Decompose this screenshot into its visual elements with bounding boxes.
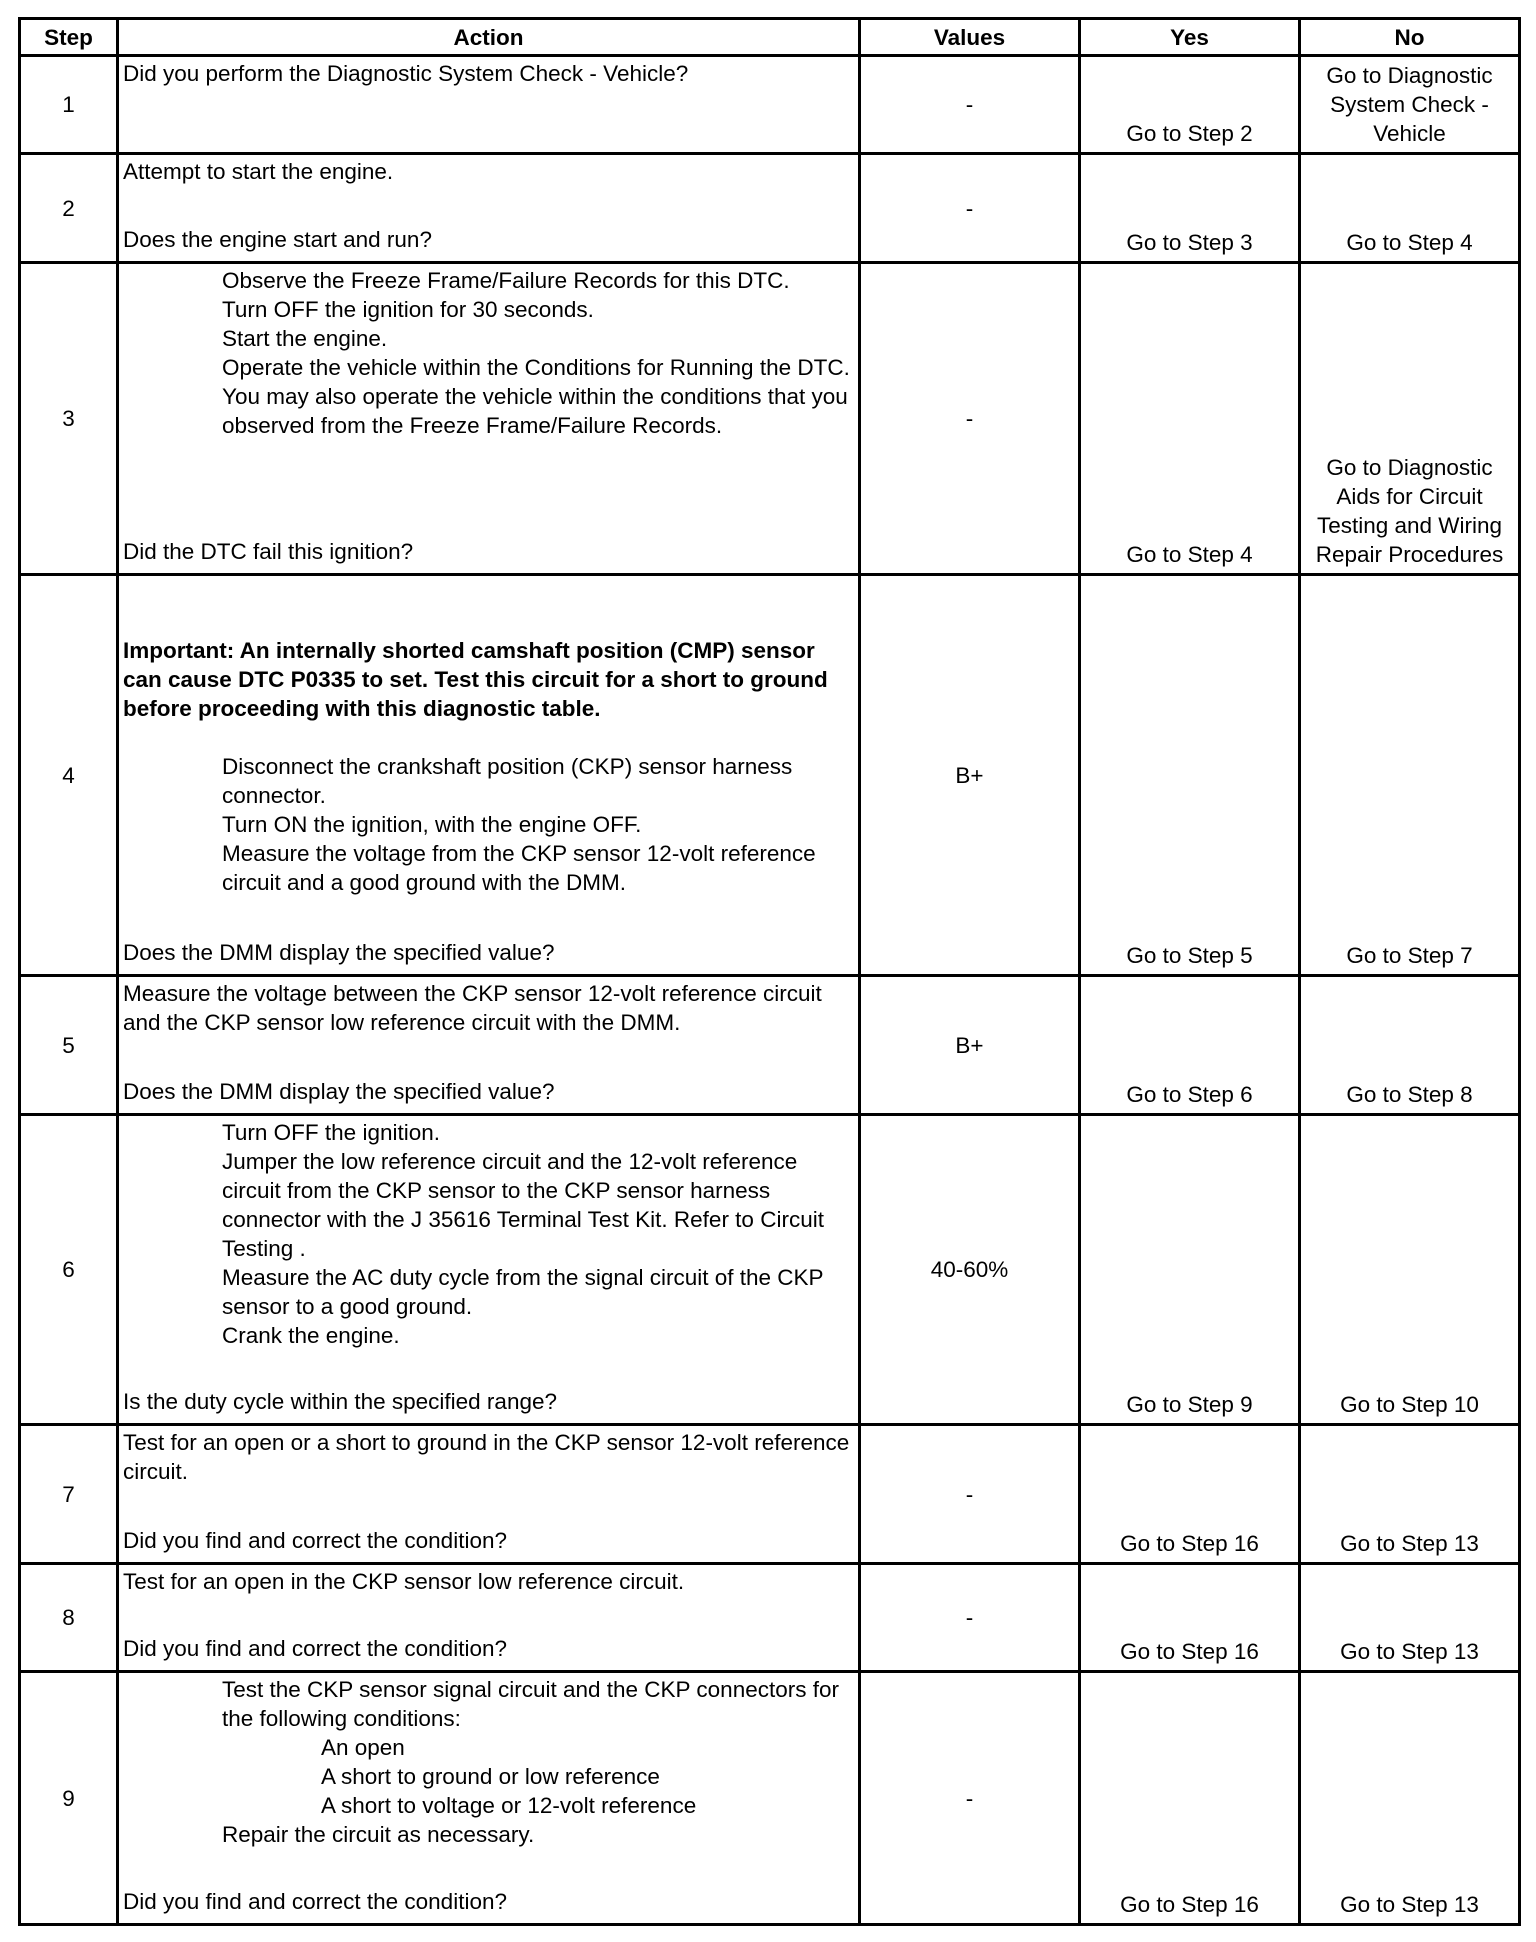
yes-cell: Go to Step 4 [1080,263,1300,575]
value-cell: B+ [860,976,1080,1115]
action-text: Did you perform the Diagnostic System Check - Vehicle? [123,61,689,86]
action-cell [118,575,860,976]
no-cell: Go to Step 13 [1300,1425,1520,1564]
value-cell: - [860,263,1080,575]
action-text: Test for an open in the CKP sensor low reference circuit. [123,1569,685,1594]
table-row [20,154,1520,263]
instruction-line: Measure the AC duty cycle from the signal circuit of the CKP sensor to a good ground. [222,1265,824,1319]
action-cell [118,976,860,1115]
yes-cell: Go to Step 9 [1080,1115,1300,1425]
instruction-line: Test the CKP sensor signal circuit and the CKP connectors for the following conditions: [222,1677,839,1731]
table-row [20,263,1520,575]
table-row [20,1672,1520,1925]
instruction-line: Measure the voltage from the CKP sensor 12-volt reference circuit and a good ground with the DMM. [222,841,816,895]
important-note: Important: An internally shorted camshaft position (CMP) sensor can cause DTC P0335 to set. Test this circuit for a short to ground before proceeding with this diagnostic table. [123,638,828,721]
yes-cell: Go to Step 3 [1080,154,1300,263]
diagnostic-table [18,17,1521,1926]
action-cell [118,1672,860,1925]
question-text: Does the DMM display the specified value? [123,940,555,965]
table-row [20,1115,1520,1425]
instruction-line: Disconnect the crankshaft position (CKP) sensor harness connector. [222,754,793,808]
step-number: 3 [20,263,118,575]
action-cell [118,263,860,575]
instruction-line: Turn OFF the ignition. [222,1120,441,1145]
table-row [20,976,1520,1115]
step-number: 7 [20,1425,118,1564]
header-step: Step [20,19,118,56]
step-number: 1 [20,56,118,154]
condition-item: A short to ground or low reference [321,1764,660,1789]
question-text: Did you find and correct the condition? [123,1889,507,1914]
question-text: Does the engine start and run? [123,227,432,252]
value-cell: - [860,1564,1080,1672]
value-cell: - [860,1425,1080,1564]
header-no: No [1300,19,1520,56]
instruction-line: Observe the Freeze Frame/Failure Records for this DTC. [222,268,790,293]
table-row [20,56,1520,154]
question-text: Did you find and correct the condition? [123,1636,507,1661]
no-cell: Go to Step 8 [1300,976,1520,1115]
header-values: Values [860,19,1080,56]
action-cell [118,1425,860,1564]
no-cell: Go to Diagnostic System Check - Vehicle [1300,56,1520,154]
table-row [20,575,1520,976]
action-cell [118,56,860,154]
no-cell: Go to Diagnostic Aids for Circuit Testing and Wiring Repair Procedures [1300,263,1520,575]
action-text: Test for an open or a short to ground in the CKP sensor 12-volt reference circuit. [123,1430,850,1484]
step-number: 8 [20,1564,118,1672]
value-cell: - [860,1672,1080,1925]
no-cell: Go to Step 13 [1300,1672,1520,1925]
instruction-line: Turn OFF the ignition for 30 seconds. [222,297,594,322]
question-text: Does the DMM display the specified value? [123,1079,555,1104]
action-text: Measure the voltage between the CKP sensor 12-volt reference circuit and the CKP sensor low reference circuit with the DMM. [123,981,822,1035]
no-cell: Go to Step 7 [1300,575,1520,976]
no-cell: Go to Step 10 [1300,1115,1520,1425]
yes-cell: Go to Step 2 [1080,56,1300,154]
step-number: 2 [20,154,118,263]
instruction-line: Turn ON the ignition, with the engine OFF. [222,812,642,837]
value-cell: - [860,56,1080,154]
step-number: 4 [20,575,118,976]
action-cell [118,154,860,263]
header-yes: Yes [1080,19,1300,56]
instruction-line: Repair the circuit as necessary. [222,1822,535,1847]
yes-cell: Go to Step 16 [1080,1672,1300,1925]
no-cell: Go to Step 13 [1300,1564,1520,1672]
action-cell [118,1115,860,1425]
question-text: Is the duty cycle within the specified range? [123,1389,557,1414]
value-cell: 40-60% [860,1115,1080,1425]
question-text: Did you find and correct the condition? [123,1528,507,1553]
yes-cell: Go to Step 16 [1080,1425,1300,1564]
instruction-line: Operate the vehicle within the Conditions for Running the DTC. You may also operate the vehicle within the conditions that you observed from the Freeze Frame/Failure Records. [222,355,850,438]
step-number: 6 [20,1115,118,1425]
action-text: Attempt to start the engine. [123,159,394,184]
yes-cell: Go to Step 6 [1080,976,1300,1115]
condition-item: A short to voltage or 12-volt reference [321,1793,697,1818]
table-row [20,1425,1520,1564]
no-cell: Go to Step 4 [1300,154,1520,263]
table-row [20,1564,1520,1672]
step-number: 5 [20,976,118,1115]
yes-cell: Go to Step 5 [1080,575,1300,976]
instruction-line: Jumper the low reference circuit and the 12-volt reference circuit from the CKP sensor to the CKP sensor harness connector with the J 35616 Terminal Test Kit. Refer to Circuit Testing . [222,1149,824,1261]
step-number: 9 [20,1672,118,1925]
action-cell [118,1564,860,1672]
instruction-line: Crank the engine. [222,1323,400,1348]
instruction-line: Start the engine. [222,326,388,351]
value-cell: B+ [860,575,1080,976]
yes-cell: Go to Step 16 [1080,1564,1300,1672]
condition-item: An open [321,1735,405,1760]
header-row [20,19,1520,56]
header-action: Action [118,19,860,56]
question-text: Did the DTC fail this ignition? [123,539,414,564]
value-cell: - [860,154,1080,263]
